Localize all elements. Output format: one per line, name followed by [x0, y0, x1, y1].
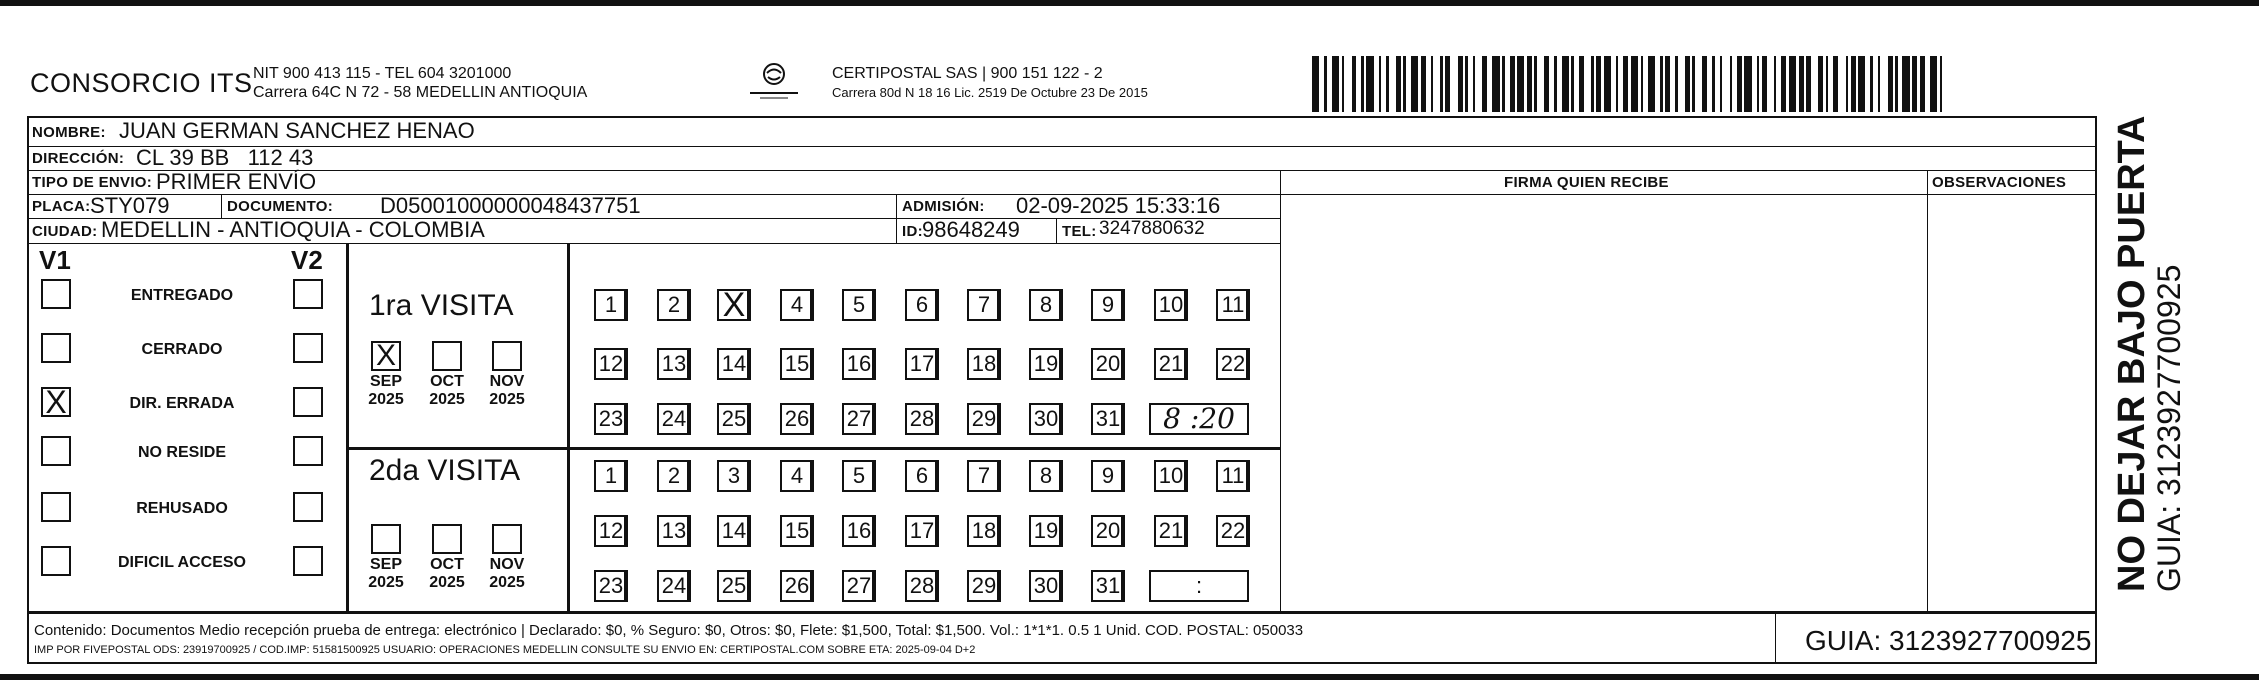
barcode-bar — [1722, 56, 1729, 112]
day-box[interactable]: 29 — [967, 403, 1001, 435]
barcode-bar — [1930, 56, 1937, 112]
day-box[interactable]: 2 — [657, 460, 691, 492]
day-box[interactable]: 25 — [717, 570, 751, 602]
day-box[interactable]: 4 — [780, 460, 814, 492]
status-v1-checkbox[interactable] — [41, 436, 71, 466]
v2-header: V2 — [291, 245, 323, 275]
side-notice — [2111, 72, 2187, 592]
company-info-line-1: NIT 900 413 115 - TEL 604 3201000 — [253, 65, 512, 82]
barcode-bar — [1811, 56, 1818, 112]
month-year: 2025 — [429, 391, 465, 408]
day-box[interactable]: 6 — [905, 289, 939, 321]
visit-time[interactable]: 8 :20 — [1149, 403, 1249, 435]
day-box[interactable]: 10 — [1154, 289, 1188, 321]
day-box[interactable]: 16 — [842, 515, 876, 547]
footer-guia: GUIA: 3123927700925 — [1805, 625, 2092, 656]
day-box[interactable]: 20 — [1091, 348, 1125, 380]
barcode-bar — [1411, 56, 1418, 112]
direccion-value: CL 39 BB 112 43 — [136, 145, 314, 170]
barcode-bar — [1858, 56, 1865, 112]
barcode-bar — [1492, 56, 1499, 112]
day-box[interactable]: 1 — [594, 289, 628, 321]
month-checkbox[interactable] — [432, 341, 462, 371]
status-v2-checkbox[interactable] — [293, 546, 323, 576]
ciudad-label: CIUDAD: — [32, 223, 98, 240]
day-box[interactable]: 16 — [842, 348, 876, 380]
month-label — [362, 556, 410, 592]
day-box[interactable]: 15 — [780, 348, 814, 380]
day-box[interactable]: 11 — [1216, 460, 1250, 492]
day-box[interactable]: 26 — [780, 570, 814, 602]
barcode-bar — [1344, 56, 1351, 112]
visit1-title: 1ra VISITA — [369, 289, 514, 322]
day-box[interactable]: 28 — [905, 403, 939, 435]
observaciones-header: OBSERVACIONES — [1932, 174, 2067, 191]
month-label — [483, 556, 531, 592]
month-name: OCT — [430, 373, 464, 390]
day-box[interactable]: 20 — [1091, 515, 1125, 547]
id-label: ID: — [902, 223, 923, 240]
tel-label: TEL: — [1062, 223, 1097, 240]
company-name: CONSORCIO ITS — [30, 68, 253, 98]
month-checkbox[interactable]: X — [371, 341, 401, 371]
nombre-value: JUAN GERMAN SANCHEZ HENAO — [119, 118, 475, 143]
day-box[interactable]: 22 — [1216, 348, 1250, 380]
month-year: 2025 — [429, 574, 465, 591]
day-box[interactable]: 31 — [1091, 570, 1125, 602]
admision-label: ADMISIÓN: — [902, 198, 985, 215]
status-v2-checkbox[interactable] — [293, 387, 323, 417]
tipo-envio-label: TIPO DE ENVIO: — [32, 174, 153, 191]
barcode-bar — [1695, 56, 1702, 112]
day-box[interactable]: 8 — [1029, 289, 1063, 321]
barcode-bar — [1537, 56, 1544, 112]
status-v1-checkbox[interactable] — [41, 333, 71, 363]
month-year: 2025 — [368, 391, 404, 408]
barcode-bar — [1648, 56, 1655, 112]
status-v1-checkbox[interactable] — [41, 279, 71, 309]
day-box[interactable]: 5 — [842, 460, 876, 492]
status-label: DIFICIL ACCESO — [117, 554, 246, 571]
visit2-title: 2da VISITA — [369, 454, 521, 487]
day-box[interactable]: 27 — [842, 403, 876, 435]
status-v2-checkbox[interactable] — [293, 279, 323, 309]
barcode-bar — [1517, 56, 1524, 112]
month-label — [362, 373, 410, 409]
day-box[interactable]: 1 — [594, 460, 628, 492]
courier-info-line-1: CERTIPOSTAL SAS | 900 151 122 - 2 — [832, 65, 1103, 82]
status-label: REHUSADO — [136, 500, 228, 517]
barcode-bar — [1332, 56, 1339, 112]
day-box[interactable]: 15 — [780, 515, 814, 547]
status-v1-checkbox[interactable]: X — [41, 387, 71, 417]
day-box[interactable]: 24 — [657, 570, 691, 602]
barcode-bar — [1631, 56, 1638, 112]
month-checkbox[interactable] — [492, 524, 522, 554]
nombre-label: NOMBRE: — [32, 124, 106, 141]
status-v2-checkbox[interactable] — [293, 492, 323, 522]
day-box[interactable]: 12 — [594, 348, 628, 380]
barcode-bar — [1389, 56, 1396, 112]
barcode-bar — [1838, 56, 1845, 112]
day-box[interactable]: 14 — [717, 348, 751, 380]
status-v2-checkbox[interactable] — [293, 436, 323, 466]
barcode-bar — [1584, 56, 1591, 112]
day-box[interactable]: 2 — [657, 289, 691, 321]
day-box[interactable]: 14 — [717, 515, 751, 547]
visit-time[interactable]: : — [1149, 570, 1249, 602]
day-box[interactable]: 8 — [1029, 460, 1063, 492]
day-box[interactable]: 7 — [967, 289, 1001, 321]
day-box[interactable]: 13 — [657, 515, 691, 547]
day-box[interactable]: 9 — [1091, 460, 1125, 492]
barcode-bar — [1767, 56, 1774, 112]
courier-logo — [746, 60, 802, 102]
day-box[interactable]: 30 — [1029, 403, 1063, 435]
day-box[interactable]: 22 — [1216, 515, 1250, 547]
day-box[interactable]: 12 — [594, 515, 628, 547]
day-box[interactable]: 30 — [1029, 570, 1063, 602]
delivery-form — [27, 116, 2097, 664]
month-checkbox[interactable] — [371, 524, 401, 554]
day-box[interactable]: 31 — [1091, 403, 1125, 435]
bottom-border — [0, 674, 2259, 680]
status-label: CERRADO — [141, 341, 223, 358]
company-info-line-2: Carrera 64C N 72 - 58 MEDELLIN ANTIOQUIA — [253, 84, 588, 101]
courier-info — [832, 64, 1148, 102]
month-name: NOV — [489, 373, 525, 390]
courier-info-line-2: Carrera 80d N 18 16 Lic. 2519 De Octubre 23 De 2015 — [832, 85, 1148, 100]
status-label: NO RESIDE — [137, 444, 226, 461]
footer-line-2: IMP POR FIVEPOSTAL ODS: 23919700925 / COD.IMP: 51581500925 USUARIO: OPERACIONES MEDELLIN CONSULTE SU ENVIO EN: CERTIPOSTAL.COM SOBRE ETA: 2025-09-04 D+2 — [34, 644, 976, 656]
day-box[interactable]: 19 — [1029, 515, 1063, 547]
month-checkbox[interactable] — [432, 524, 462, 554]
footer-line-1: Contenido: Documentos Medio recepción prueba de entrega: electrónico | Declarado: $0, % Seguro: $0, Otros: $0, Flete: $1,500, Total: $1,500. Vol.: 1*1*1. 0.5 1 Unid. COD. POSTAL: 050033 — [34, 622, 1304, 639]
status-v1-checkbox[interactable] — [41, 546, 71, 576]
barcode-bar — [1902, 56, 1909, 112]
month-name: OCT — [430, 556, 464, 573]
placa-value: STY079 — [90, 193, 170, 218]
status-label: DIR. ERRADA — [129, 395, 235, 412]
barcode-bar — [1562, 56, 1569, 112]
day-box[interactable]: 25 — [717, 403, 751, 435]
day-box[interactable]: 7 — [967, 460, 1001, 492]
status-v2-checkbox[interactable] — [293, 333, 323, 363]
barcode — [1312, 56, 1948, 112]
day-box[interactable]: 18 — [967, 515, 1001, 547]
barcode-bar — [1450, 56, 1457, 112]
day-box[interactable]: 17 — [905, 348, 939, 380]
month-year: 2025 — [489, 574, 525, 591]
barcode-bar — [1366, 56, 1373, 112]
day-box[interactable]: 17 — [905, 515, 939, 547]
barcode-bar — [1433, 56, 1440, 112]
month-label — [423, 373, 471, 409]
status-label: ENTREGADO — [130, 287, 234, 304]
barcode-bar — [1880, 56, 1887, 112]
direccion-label: DIRECCIÓN: — [32, 150, 125, 167]
firma-header: FIRMA QUIEN RECIBE — [1504, 174, 1669, 191]
admision-value: 02-09-2025 15:33:16 — [1016, 193, 1221, 218]
status-v1-checkbox[interactable] — [41, 492, 71, 522]
barcode-bar — [1312, 56, 1319, 112]
day-box[interactable]: 5 — [842, 289, 876, 321]
barcode-bar — [1942, 56, 1947, 112]
barcode-bar — [1744, 56, 1751, 112]
top-border — [0, 0, 2259, 6]
side-guia: GUIA: 3123927700925 — [2151, 264, 2187, 592]
month-name: SEP — [369, 556, 402, 573]
day-box[interactable]: 13 — [657, 348, 691, 380]
day-box[interactable]: 27 — [842, 570, 876, 602]
tel-value: 3247880632 — [1099, 218, 1205, 239]
day-box[interactable]: 29 — [967, 570, 1001, 602]
courier-logo-icon — [746, 60, 802, 102]
barcode-bar — [1789, 56, 1796, 112]
day-box[interactable]: 11 — [1216, 289, 1250, 321]
company-info — [253, 64, 587, 102]
day-box[interactable]: 10 — [1154, 460, 1188, 492]
barcode-bar — [1475, 56, 1482, 112]
day-box[interactable]: 23 — [594, 570, 628, 602]
day-box[interactable]: 4 — [780, 289, 814, 321]
month-label — [483, 373, 531, 409]
day-box[interactable]: 18 — [967, 348, 1001, 380]
day-box[interactable]: X — [717, 289, 751, 321]
side-warning: NO DEJAR BAJO PUERTA — [2111, 115, 2153, 592]
barcode-bar — [1604, 56, 1611, 112]
day-box[interactable]: 3 — [717, 460, 751, 492]
month-year: 2025 — [368, 574, 404, 591]
documento-value: D05001000000048437751 — [380, 193, 641, 218]
ciudad-value: MEDELLIN - ANTIOQUIA - COLOMBIA — [101, 217, 485, 242]
month-checkbox[interactable] — [492, 341, 522, 371]
day-box[interactable]: 21 — [1154, 515, 1188, 547]
v1-header: V1 — [39, 245, 71, 275]
day-box[interactable]: 21 — [1154, 348, 1188, 380]
day-box[interactable]: 24 — [657, 403, 691, 435]
tipo-envio-value: PRIMER ENVÍO — [156, 169, 317, 194]
day-box[interactable]: 23 — [594, 403, 628, 435]
day-box[interactable]: 28 — [905, 570, 939, 602]
barcode-bar — [1678, 56, 1685, 112]
placa-label: PLACA: — [32, 198, 91, 215]
day-box[interactable]: 9 — [1091, 289, 1125, 321]
documento-label: DOCUMENTO: — [227, 198, 334, 215]
month-label — [423, 556, 471, 592]
month-name: SEP — [369, 373, 402, 390]
month-name: NOV — [489, 556, 525, 573]
day-box[interactable]: 26 — [780, 403, 814, 435]
day-box[interactable]: 19 — [1029, 348, 1063, 380]
month-year: 2025 — [489, 391, 525, 408]
day-box[interactable]: 6 — [905, 460, 939, 492]
id-value: 98648249 — [922, 217, 1020, 242]
